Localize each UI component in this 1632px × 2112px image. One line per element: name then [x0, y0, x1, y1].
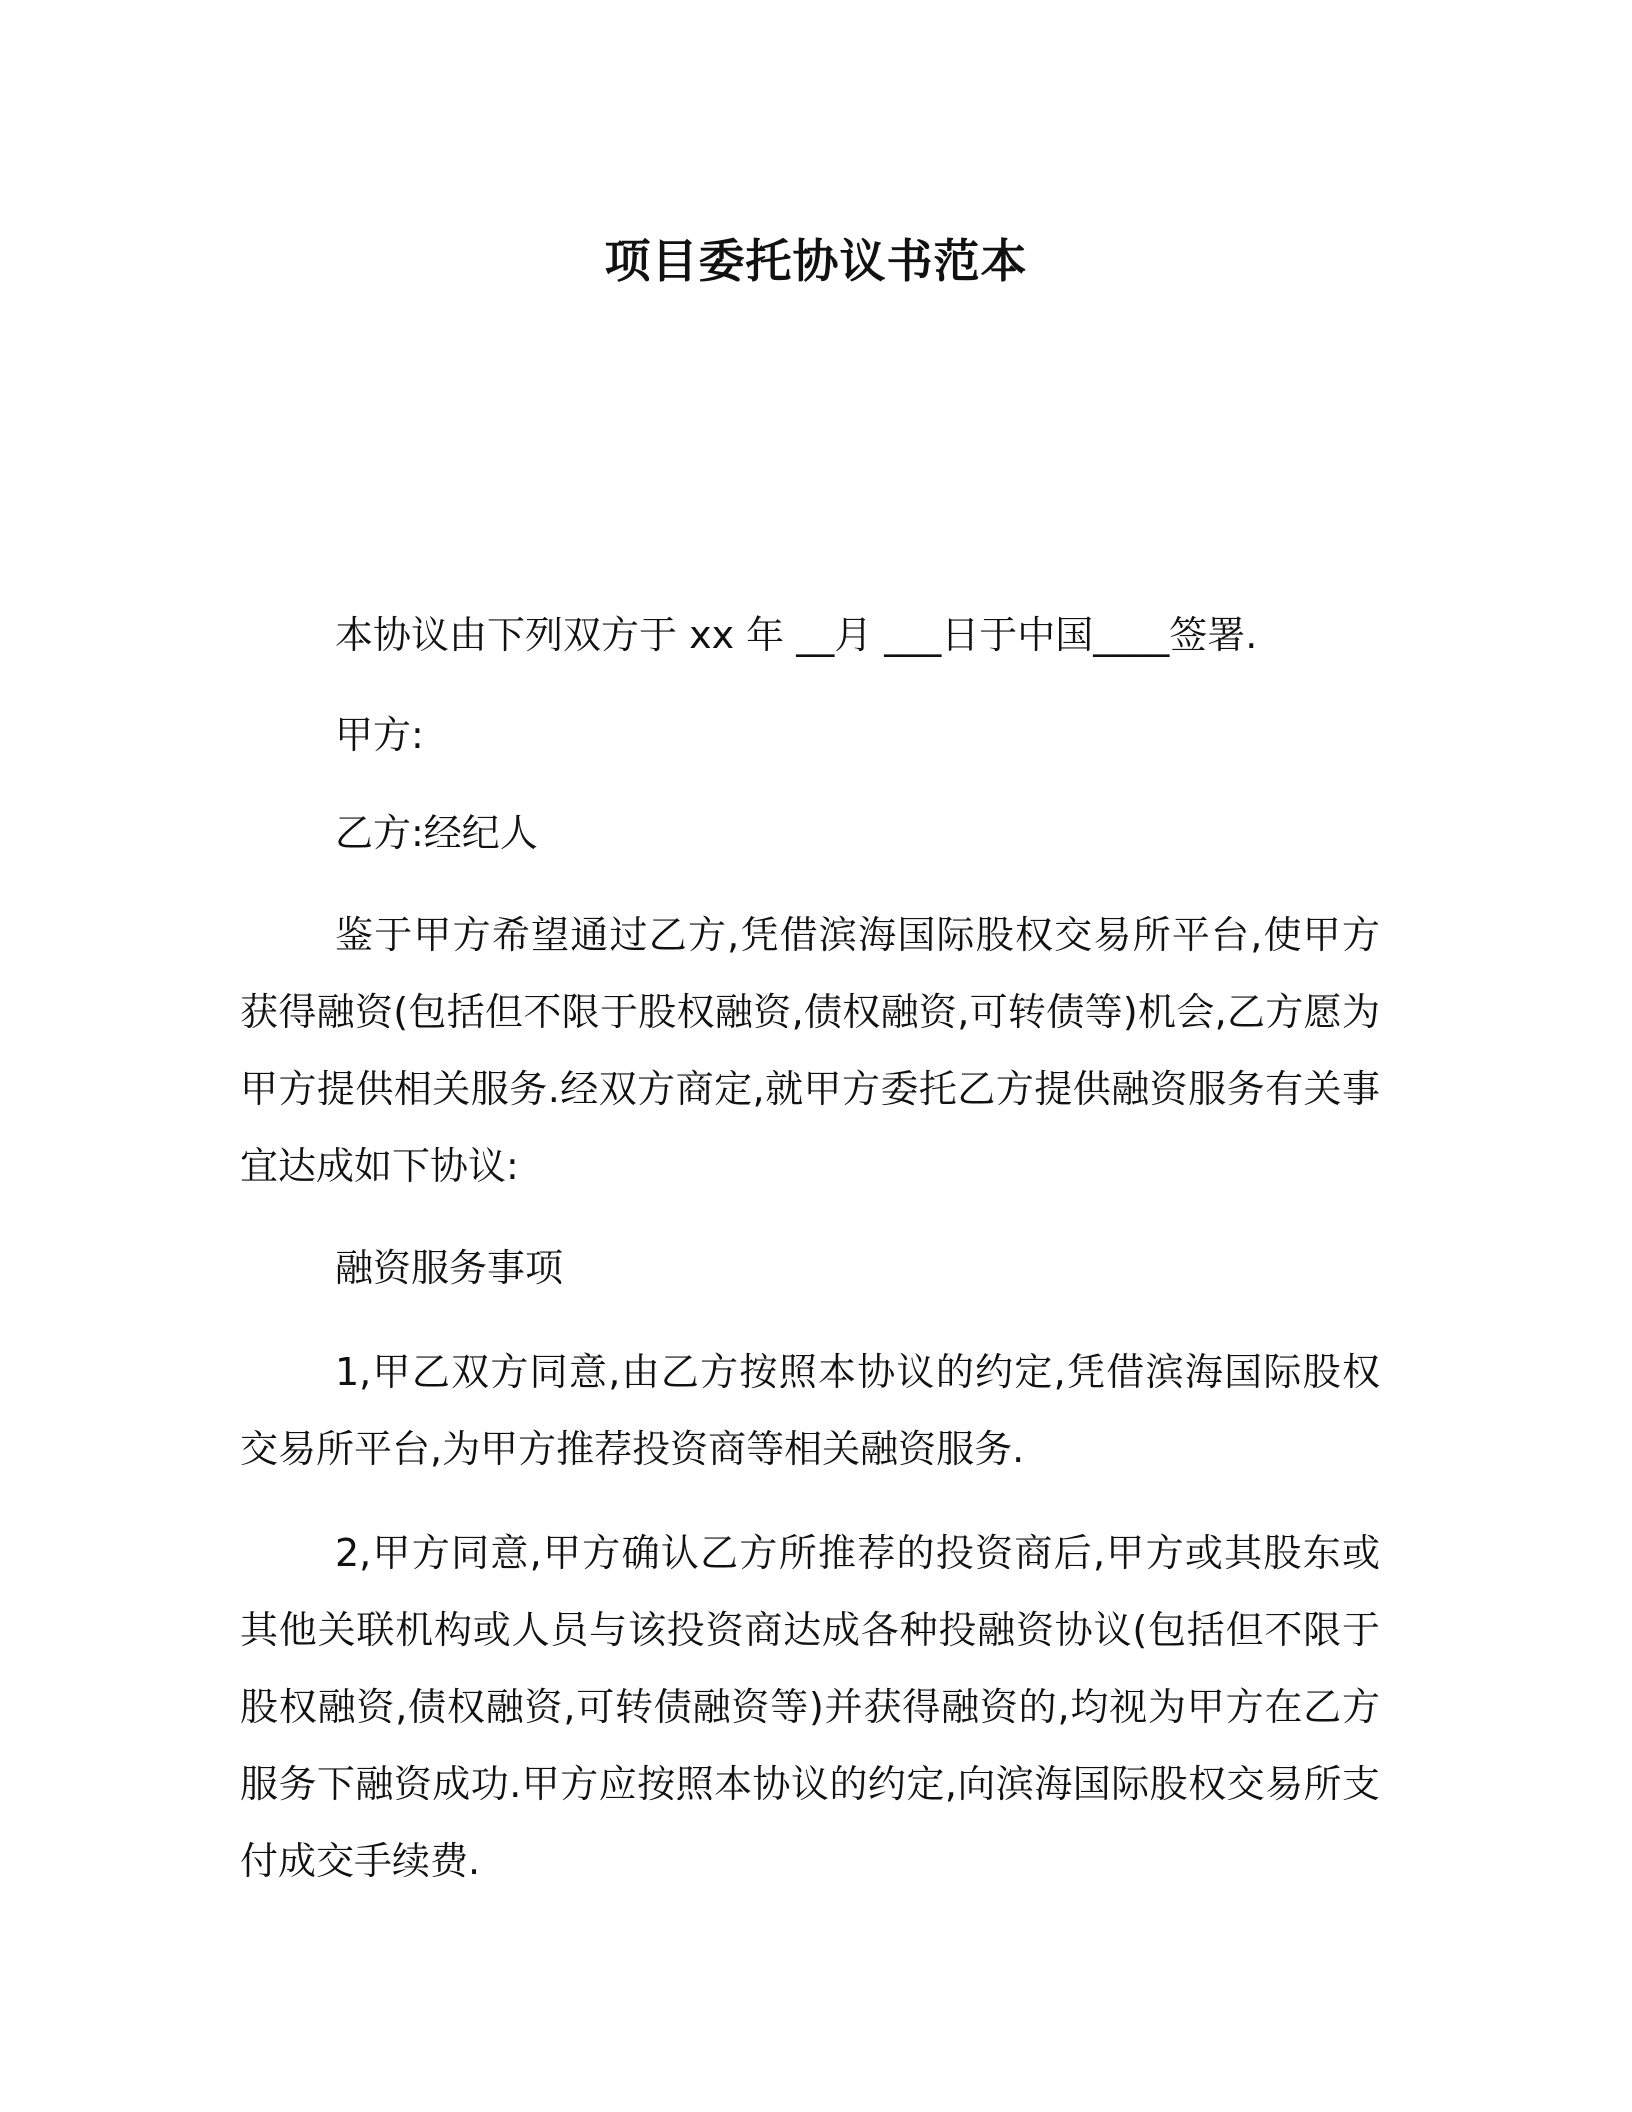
clause-1-paragraph: 1,甲乙双方同意,由乙方按照本协议的约定,凭借滨海国际股权交易所平台,为甲方推荐投资商等相关融资服务.	[240, 1350, 1380, 1471]
intro-paragraph: 本协议由下列双方于 xx 年 __月 ___日于中国____签署.	[335, 613, 1258, 657]
whereas-paragraph: 鉴于甲方希望通过乙方,凭借滨海国际股权交易所平台,使甲方获得融资(包括但不限于股权融资,债权融资,可转债等)机会,乙方愿为甲方提供相关服务.经双方商定,就甲方委托乙方提供融资服务有关事宜达成如下协议:	[240, 913, 1380, 1188]
party-a-line: 甲方:	[335, 713, 424, 757]
party-b-line: 乙方:经纪人	[335, 811, 538, 855]
section-heading: 融资服务事项	[335, 1246, 564, 1290]
document-title: 项目委托协议书范本	[604, 234, 1028, 288]
clause-2-paragraph: 2,甲方同意,甲方确认乙方所推荐的投资商后,甲方或其股东或其他关联机构或人员与该投资商达成各种投融资协议(包括但不限于股权融资,债权融资,可转债融资等)并获得融资的,均视为甲方在乙方服务下融资成功.甲方应按照本协议的约定,向滨海国际股权交易所支付成交手续费.	[240, 1531, 1380, 1883]
